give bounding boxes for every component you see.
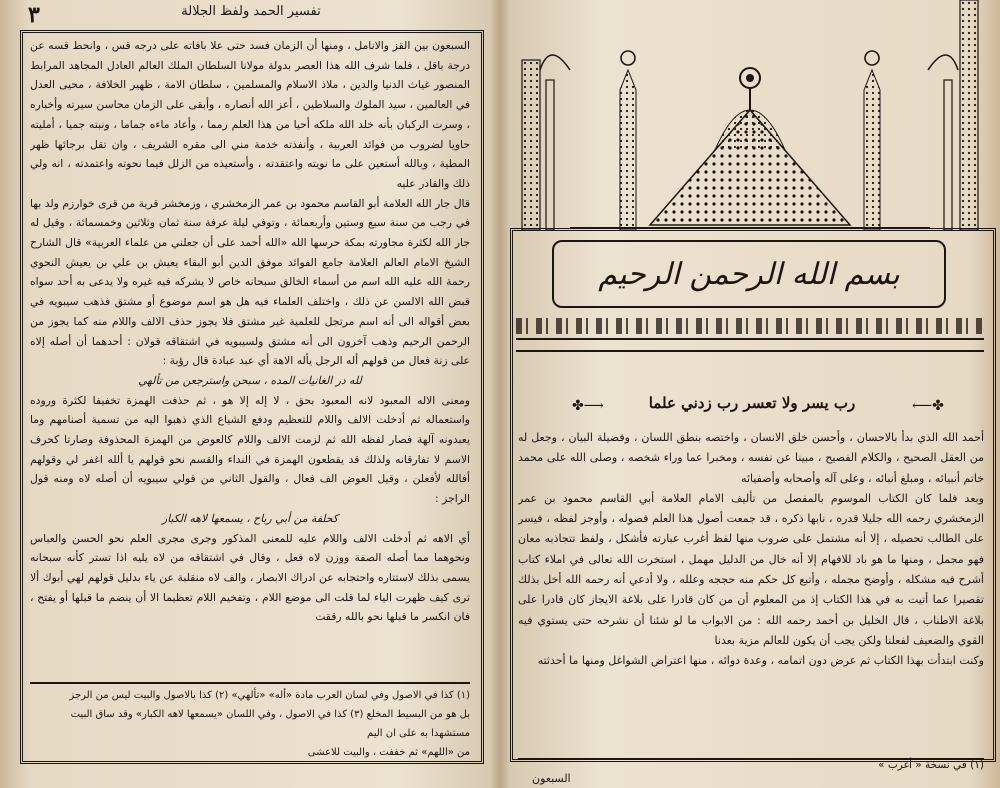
right-body-text	[518, 428, 984, 736]
decorative-band	[516, 318, 984, 334]
right-footnote	[518, 758, 984, 781]
left-flourish-icon: ✤⟶	[572, 398, 604, 414]
paragraph: وبعد فلما كان الكتاب الموسوم بالمفصل من تأليف الامام العلامة أبي القاسم محمود بن عمر الزمخشري رحمه الله جليلا قدره ، نابها ذكره ، قد جمعت أصول هذا العلم فصوله ، وأوجز لفظه ، فيسر على الطالب تحصيله ، إلا أنه مشتمل على ضروب منها لفظ أغرب عبارته فأشكل ، ولفظ تتجاذبه معان فهو مجمل ، ومنها ما هو باد للافهام إلا أنه خال من الدليل مهمل ، استخرت الله تعالى في املاء كتاب أشرح فيه مشكله ، وأوضح مجمله ، وأتبع كل حكم منه حججه وعلله ، ولا أدعي أنه رحمه الله أخل بذلك تقصيرا عما أتيت به في هذا الكتاب إذ من المعلوم أن من كان قادرا على بلاغة الايجاز كان قادرا على بلاغة الاطناب ، قال الخليل بن أحمد رحمه الله : من الابواب ما لو شئنا أن نشرحه حتى يستوي فيه القوي والضعيف لفعلنا ولكن يجب أن يكون للعالم مزية بعدنا	[518, 491, 984, 647]
footnote-line: (١) في نسخة « أغرب »	[878, 759, 984, 771]
opening-prayer: رب يسر ولا تعسر رب زدني علما	[648, 394, 856, 412]
catchword: السبعون	[532, 772, 571, 785]
paragraph: السبعون بين القز والانامل ، ومنها أن الزمان فسد حتى علا بافاته على درجه قس ، وانحط قسه عن درجة باقل ، فلما شرف الله هذا العصر بدولة مولانا السلطان الملك العالم العادل المجاهد المرابط المنصور غياث الدنيا والدين ، ملاذ الاسلام والمسلمين ، سلطان الامة ، ظهير الخلافة ، محيى العدل في العالمين ، سيد الملوك والسلاطين ، أعز الله أنصاره ، وأبقى على الزمان محاسن سيرته وأخباره ، وسرت الركبان بأنه خلد الله ملكه أحيا من هذا العلم رمما ، وأعاد ماءه جماما ، ونبته جميا ، أمليته حاويا لضروب من فوائد العربية ، وأنفذته خدمة مني الى مقره الشريف ، وان تقل برجائها ظهر المطية ، وبالله أستعين على ما نويته واعتقدته ، وأستعيذه من الزلل فيما نحوته واعتمدته ، انه ولي ذلك والقادر عليه	[30, 39, 470, 190]
footnote-line: (١) كذا في الاصول وفي لسان العرب مادة «أله» «تألهي» (٢) كذا بالاصول والبيت ليس من الرجز	[69, 690, 470, 701]
paragraph: أي الاهه ثم أدخلت الالف واللام عليه للمعنى المذكور وجرى مجرى العلم نحو الحسن والعباس ونحوهما مما أصله الصفة ووزن لاه فعل ، وقال في اشتقاقه من لاه يليه اذا تستر كأنه سبحانه يسمى بذلك لاستتاره واحتجابه عن ادراك الابصار ، والف لاه منقلبة عن ياء بدليل قولهم لهي أبوك ألا ترى كيف ظهرت الياء لما قلت الى موضع اللام ، وتفخيم اللام تعظيما الا أن ينضم ما قبلها أو يفتح ، فان انكسر ما قبلها نحو بالله رققت	[30, 531, 470, 624]
decorative-rule	[516, 338, 984, 352]
basmala: بسم الله الرحمن الرحيم	[598, 256, 900, 292]
verse: لله در الغانيات المده ، سبحن واسترجعن من تألهي	[138, 373, 362, 387]
paragraph: أحمد الله الذي بدأ بالاحسان ، وأحسن خلق الانسان ، واختصه بنطق اللسان ، وفضيلة البيان ، وجعل له من العقل الصحيح ، والكلام الفصيح ، مبينا عن نفسه ، ومخبرا عما وراء شخصه ، وصلى الله على محمد خاتم أنبيائه ، ومبلغ أنبائه ، وعلى آله وأصحابه وأصفيائه	[518, 431, 984, 485]
page-number: ٣	[28, 2, 40, 28]
left-body-text	[30, 36, 470, 676]
left-page	[0, 0, 494, 788]
paragraph: قال جار الله العلامة أبو القاسم محمود بن عمر الزمخشري ، وزمخشر قرية من قرى خوارزم ولد بها في رجب من سنة سبع وستين وأربعمائة ، وتوفي ليلة عرفة سنة ثمان وثلاثين وخمسمائة ، وقيل له جار الله لكثرة مجاورته بمكة حرسها الله «الله أحمد على أن جعلني من علماء العربية» قال الشارح الشيخ الامام العالم العلامة جامع الفوائد موفق الدين أبو البقاء يعيش بن علي بن يعيش النحوي رحمة الله عليه الله اسم من أسماء الخالق سبحانه خاص لا يشركه فيه غيره ولا يدعى به أحد سواه قبض الله الالسن عن ذلك ، واختلف العلماء فيه هل هو اسم موضوع أو مشتق فذهب سيبويه في بعض أقواله الى أنه اسم مرتجل للعلمية غير مشتق فلا يجوز حذف الالف واللام منه كما يجوز من الرحمن الرحيم وذهب آخرون الى أنه مشتق ولسيبويه في اشتقاقه قولان : أحدهما أن أصله إلاه على زنة فعال من قولهم أله الرجل يأله الاهة أي عبد عبادة قال رؤبة :	[30, 196, 470, 368]
running-header	[20, 4, 482, 28]
verse: كحلفة من أبي رباح ، يسمعها لاهه الكبار	[162, 511, 338, 525]
footnotes	[30, 682, 470, 758]
basmala-cartouche	[552, 240, 946, 308]
header-title: تفسير الحمد ولفظ الجلالة	[181, 4, 321, 19]
footnote-line: من «اللهم» ثم خففت ، والبيت للاعشى	[307, 747, 470, 758]
paragraph: ومعنى الاله المعبود لانه المعبود بحق ، لا إله إلا هو ، ثم حذفت الهمزة تخفيفا لكثرة وروده واستعماله ثم أدخلت الالف واللام للتعظيم ودفع الشياع الذي ذهبوا اليه من تسمية أصنامهم وما يعبدونه آلهة فصار لفظه الله ثم لزمت الالف واللام كالعوض من الهمزة المحذوفة وصارتا كحرف الاسم لا تفارقانه ولذلك قد يقطعون الهمزة في النداء والقسم نحو قولهم يا ألله اغفر لي وقولهم أفالله لأفعلن ، وقيل العوض الف فعال ، والقول الثاني من قولي سيبويه أن أصله لاه ومنه قول الراجز :	[30, 393, 470, 506]
right-page	[502, 0, 1000, 788]
paragraph: وكنت ابتدأت بهذا الكتاب ثم عرض دون اتمامه ، وعدة دوائه ، منها اعتراض الشواغل ومنها ما أحدثته	[537, 654, 984, 668]
footnote-line: بل هو من البسيط المخلع (٣) كذا في الاصول ، وفي اللسان «يسمعها لاهه الكبار» وقد ساق البيت مستشهدا به على ان اليم	[70, 709, 470, 739]
dome-ornament	[510, 0, 990, 230]
right-flourish-icon: ⟵✤	[912, 398, 944, 414]
